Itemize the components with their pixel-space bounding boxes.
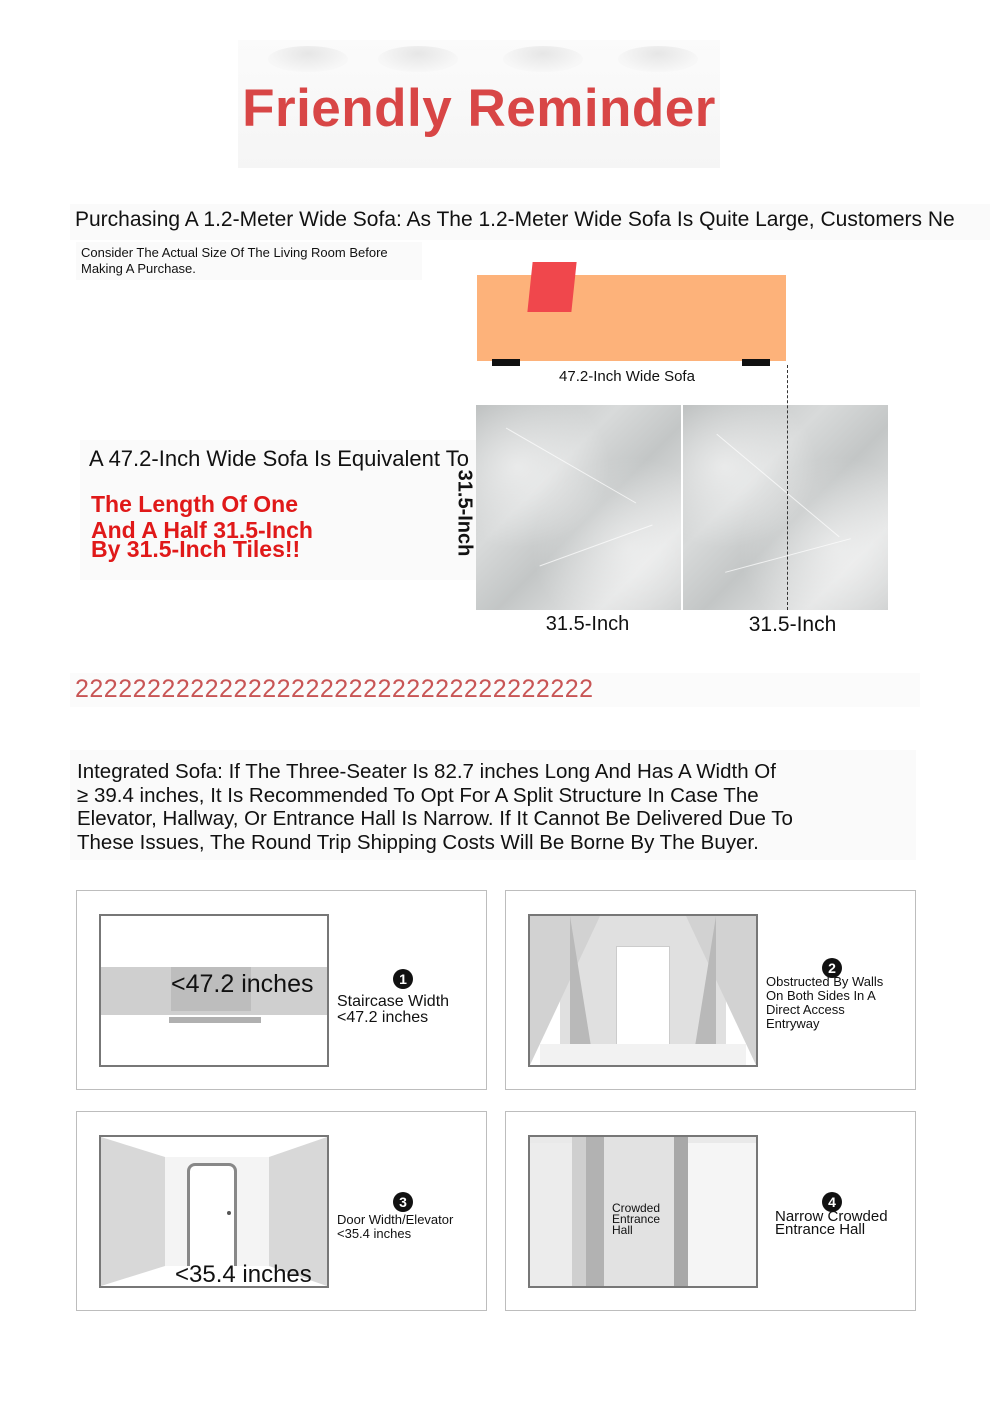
caption-line: <35.4 inches (337, 1226, 412, 1241)
panel-caption (337, 1213, 453, 1241)
note-line: Consider The Actual Size Of The Living Room Before (81, 245, 388, 260)
panel-staircase (76, 890, 487, 1090)
caption-line: On Both Sides In A (766, 988, 876, 1003)
hall-label (612, 1203, 660, 1236)
caption-line: Entryway (766, 1016, 820, 1031)
paragraph-line: Elevator, Hallway, Or Entrance Hall Is Narrow. If It Cannot Be Delivered Due To (77, 807, 793, 830)
caption-line: Staircase Width (337, 993, 450, 1010)
caption-line: Direct Access (766, 1002, 845, 1017)
note-line: Making A Purchase. (81, 261, 196, 276)
panel-door (76, 1111, 487, 1311)
equivalence-text: A 47.2-Inch Wide Sofa Is Equivalent To (89, 446, 469, 471)
paragraph-line: These Issues, The Round Trip Shipping Costs Will Be Borne By The Buyer. (77, 830, 759, 854)
door-width-marker: <35.4 inches (175, 1261, 312, 1288)
warning-line: By 31.5-Inch Tiles!! (91, 536, 301, 562)
cloud-decoration (618, 46, 698, 72)
caption-line: Obstructed By Walls (766, 974, 884, 989)
intro-headline: Purchasing A 1.2-Meter Wide Sofa: As The 1.2-Meter Wide Sofa Is Quite Large, Customers Ne (75, 208, 955, 231)
floor-tile (476, 405, 681, 610)
panel-walls (505, 890, 916, 1090)
integrated-sofa-paragraph (77, 760, 857, 854)
intro-note (81, 245, 421, 277)
staircase-illustration (99, 914, 329, 1067)
divider-text: 222222222222222222222222222222222222 (75, 675, 594, 703)
caption-line: Entrance Hall (775, 1221, 866, 1238)
caption-line: <47.2 inches (337, 1009, 429, 1026)
tile-comparison-warning (91, 493, 313, 560)
warning-line: And A Half 31.5-Inch (91, 517, 313, 543)
sofa-leg (742, 359, 770, 366)
step-number-badge: 3 (393, 1192, 413, 1212)
door-illustration (99, 1135, 329, 1288)
step-number-badge: 4 (822, 1192, 842, 1212)
panel-caption (775, 1210, 888, 1236)
panel-caption (766, 975, 906, 1031)
corridor-illustration (528, 914, 758, 1067)
hall-label-line: Hall (612, 1223, 633, 1237)
page-title: Friendly Reminder (242, 79, 716, 138)
panel-entrance-hall (505, 1111, 916, 1311)
caption-line: Door Width/Elevator (337, 1212, 454, 1227)
hall-label-line: Entrance (612, 1212, 661, 1226)
cloud-decoration (378, 46, 458, 72)
cloud-decoration (268, 46, 348, 72)
staircase-width-marker: <47.2 inches (171, 970, 314, 998)
caption-line: Narrow Crowded (775, 1208, 888, 1225)
sofa-illustration (477, 275, 786, 361)
paragraph-line: Integrated Sofa: If The Three-Seater Is 82.7 inches Long And Has A Width Of (77, 760, 776, 783)
panel-caption (337, 994, 449, 1026)
sofa-cushion (527, 262, 576, 312)
sofa-leg (492, 359, 520, 366)
cloud-decoration (503, 46, 583, 72)
paragraph-line: ≥ 39.4 inches, It Is Recommended To Opt For A Split Structure In Case The (77, 783, 759, 807)
sofa-width-label: 47.2-Inch Wide Sofa (559, 368, 695, 385)
warning-line: The Length Of One (91, 491, 298, 517)
sofa-edge-marker (787, 365, 788, 610)
step-number-badge: 1 (393, 969, 413, 989)
floor-tile (683, 405, 888, 610)
tile-height-text: 31.5-Inch (453, 469, 476, 557)
tile-width-label: 31.5-Inch (748, 613, 837, 636)
hall-label-line: Crowded (612, 1201, 661, 1215)
tile-width-label: 31.5-Inch (545, 613, 630, 635)
step-number-badge: 2 (822, 958, 842, 978)
entrance-hall-illustration (528, 1135, 758, 1288)
